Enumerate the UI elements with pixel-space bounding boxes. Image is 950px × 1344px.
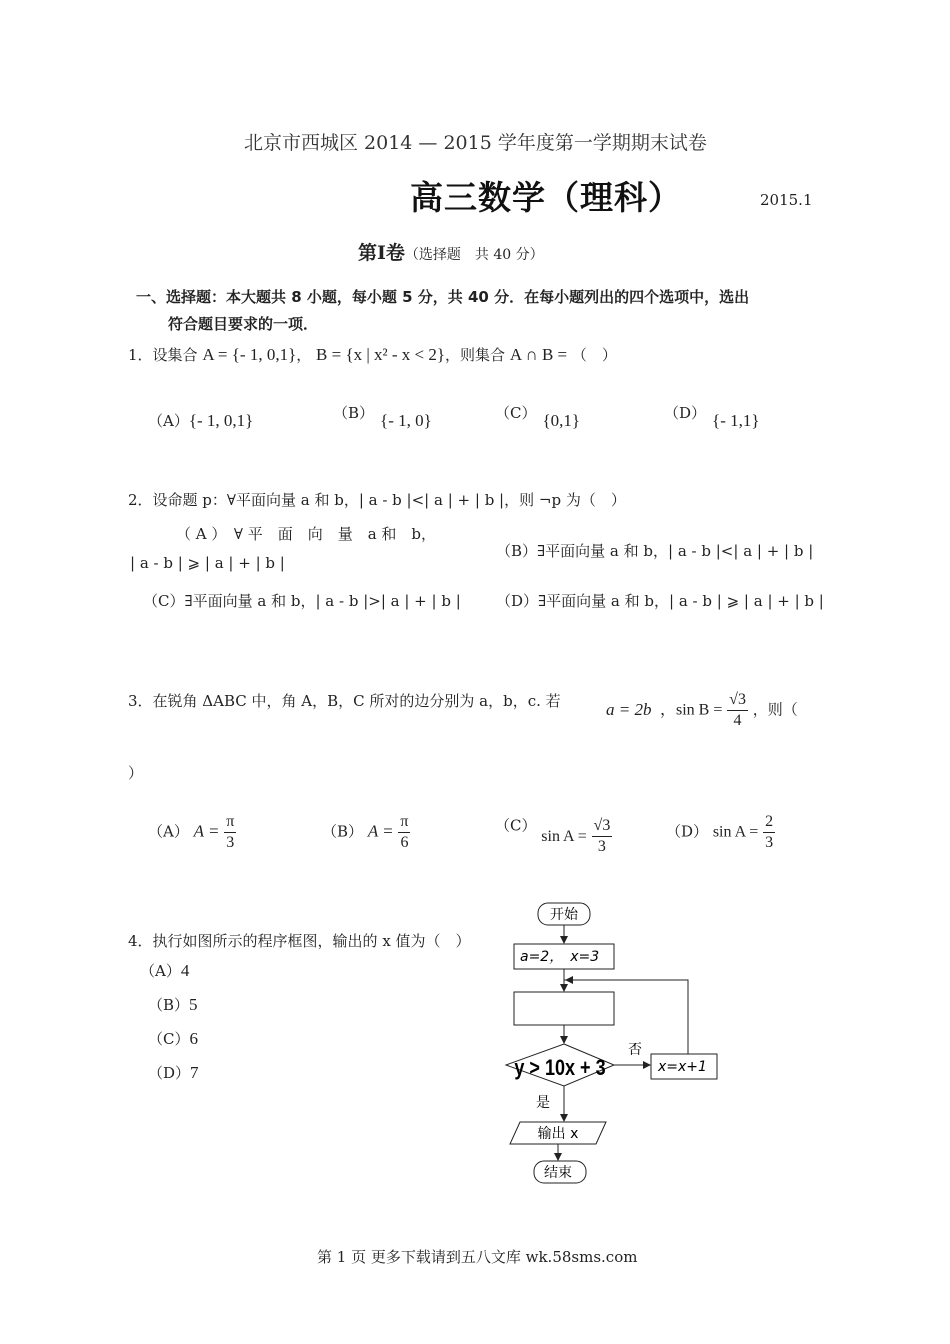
section-subtitle: （选择题 共 40 分） xyxy=(404,247,544,263)
q1-option-b xyxy=(333,402,432,430)
q1-option-a-label: （A） xyxy=(148,412,189,430)
q3-option-a-num: π xyxy=(224,812,236,833)
flow-end-label: 结束 xyxy=(544,1165,572,1181)
q3-option-b-den: 6 xyxy=(400,834,409,851)
q4-option-a xyxy=(140,960,189,981)
q2-option-b: （B）∃平面向量 a 和 b，| a - b |<| a | + | b | xyxy=(496,542,814,560)
q2-option-a-line2: | a - b | ⩾ | a | + | b | xyxy=(130,554,285,572)
flow-init-label: a=2， x=3 xyxy=(520,949,600,965)
page-footer: 第 1 页 更多下载请到五八文库 wk.58sms.com xyxy=(317,1248,638,1266)
flow-no-label: 否 xyxy=(628,1042,642,1058)
q3-option-a xyxy=(148,812,236,853)
q3-option-c xyxy=(495,806,612,855)
page-title: 高三数学（理科） xyxy=(410,178,682,217)
q3-option-d xyxy=(666,812,775,853)
q4-option-d-label: （D） xyxy=(148,1064,191,1082)
q3-option-b-lhs: A = xyxy=(367,821,394,841)
q1-option-b-value: {- 1, 0} xyxy=(380,411,432,430)
exam-header: 北京市西城区 2014 — 2015 学年度第一学期期末试卷 xyxy=(244,132,707,154)
q1-option-c xyxy=(495,402,581,430)
section-title: 第Ⅰ卷 xyxy=(358,242,405,264)
q1-option-a xyxy=(148,410,253,431)
q3-option-a-den: 3 xyxy=(226,834,235,851)
q3-option-c-den: 3 xyxy=(597,838,606,855)
q3-option-b-label: （B） xyxy=(322,822,364,841)
q3-option-b-fraction xyxy=(398,812,410,853)
q2-option-a-line1: （ A ） ∀ 平 面 向 量 a 和 b， xyxy=(176,525,437,543)
q3-option-c-lhs: sin A = xyxy=(541,827,587,845)
q4-stem: 4．执行如图所示的程序框图，输出的 x 值为（ ） xyxy=(128,932,471,950)
q3-option-d-fraction xyxy=(763,812,775,853)
flow-yes-label: 是 xyxy=(536,1095,550,1111)
q3-option-a-lhs: A = xyxy=(193,821,220,841)
q3-cond2-den: 4 xyxy=(733,712,742,729)
q4-option-c-value: 6 xyxy=(189,1029,198,1048)
q3-option-d-lhs: sin A = xyxy=(712,823,759,841)
q1-set-a: A = {- 1, 0,1} xyxy=(202,345,297,364)
q1-option-b-label: （B） xyxy=(333,404,375,422)
q3-option-b-num: π xyxy=(398,812,410,833)
q3-option-c-num: √3 xyxy=(592,816,613,837)
flow-process-box xyxy=(514,992,614,1025)
q3-condition-1: a = 2b xyxy=(606,700,652,719)
flow-update-label: x=x+1 xyxy=(658,1059,707,1075)
q1-option-d-label: （D） xyxy=(664,404,707,422)
q1-expr: A ∩ B = xyxy=(509,345,568,364)
q1-sep: ， xyxy=(296,346,312,364)
q1-option-c-value: {0,1} xyxy=(542,411,581,430)
q1-option-d xyxy=(664,402,760,430)
flow-output-label: 输出 x xyxy=(537,1126,579,1142)
q1-option-a-value: {- 1, 0,1} xyxy=(188,411,254,430)
q4-option-d xyxy=(148,1062,199,1083)
q1-option-c-label: （C） xyxy=(495,404,537,422)
q4-option-c xyxy=(148,1028,198,1049)
q3-stem: 3．在锐角 ΔABC 中，角 A，B，C 所对的边分别为 a，b，c. 若 xyxy=(128,692,561,710)
q3-tail: ，则（ xyxy=(752,700,798,719)
q1-prefix: 1．设集合 xyxy=(128,346,198,364)
q3-option-c-label: （C） xyxy=(495,816,537,835)
q1-stem xyxy=(128,344,617,365)
q3-option-c-fraction xyxy=(592,816,613,857)
q4-option-a-label: （A） xyxy=(140,962,181,980)
q3-option-a-fraction xyxy=(224,812,236,853)
q1-mid: ，则集合 xyxy=(445,346,506,364)
flow-decision-label: y > 10x + 3 xyxy=(514,1056,606,1081)
q3-cond2-fraction xyxy=(727,690,748,731)
q2-stem: 2．设命题 p：∀平面向量 a 和 b，| a - b |<| a | + | b |，则 ¬p 为（ ） xyxy=(128,491,626,509)
q3-option-a-label: （A） xyxy=(148,822,189,841)
q4-option-d-value: 7 xyxy=(190,1063,199,1082)
q3-option-b xyxy=(322,812,410,853)
flow-start-label: 开始 xyxy=(550,907,578,923)
q4-option-c-label: （C） xyxy=(148,1030,190,1048)
q4-option-a-value: 4 xyxy=(180,961,190,980)
q3-cond2-num: √3 xyxy=(727,690,748,711)
q3-option-d-num: 2 xyxy=(763,812,775,833)
exam-date: 2015.1 xyxy=(760,191,813,209)
q3-condition-2 xyxy=(660,690,798,731)
program-flowchart xyxy=(500,895,730,1195)
instructions-line2: 符合题目要求的一项． xyxy=(168,315,319,333)
q3-option-d-label: （D） xyxy=(666,822,709,841)
q4-option-b xyxy=(148,994,198,1015)
q2-option-c: （C）∃平面向量 a 和 b，| a - b |>| a | + | b | xyxy=(143,592,461,610)
q3-cond2-lhs: ，sin B = xyxy=(660,701,723,719)
q1-paren: （ ） xyxy=(571,346,617,364)
q3-option-d-den: 3 xyxy=(765,834,774,851)
q3-tail-close: ） xyxy=(128,764,144,782)
instructions-line1: 一、选择题：本大题共 8 小题，每小题 5 分，共 40 分．在每小题列出的四个选项中，选出 xyxy=(136,288,750,306)
q1-option-d-value: {- 1,1} xyxy=(712,411,760,430)
q1-set-b: B = {x | x² - x < 2} xyxy=(316,345,446,364)
q2-option-d: （D）∃平面向量 a 和 b，| a - b | ⩾ | a | + | b | xyxy=(496,592,824,610)
q4-option-b-label: （B） xyxy=(148,996,190,1014)
q4-option-b-value: 5 xyxy=(189,995,198,1014)
section-heading xyxy=(358,238,544,265)
